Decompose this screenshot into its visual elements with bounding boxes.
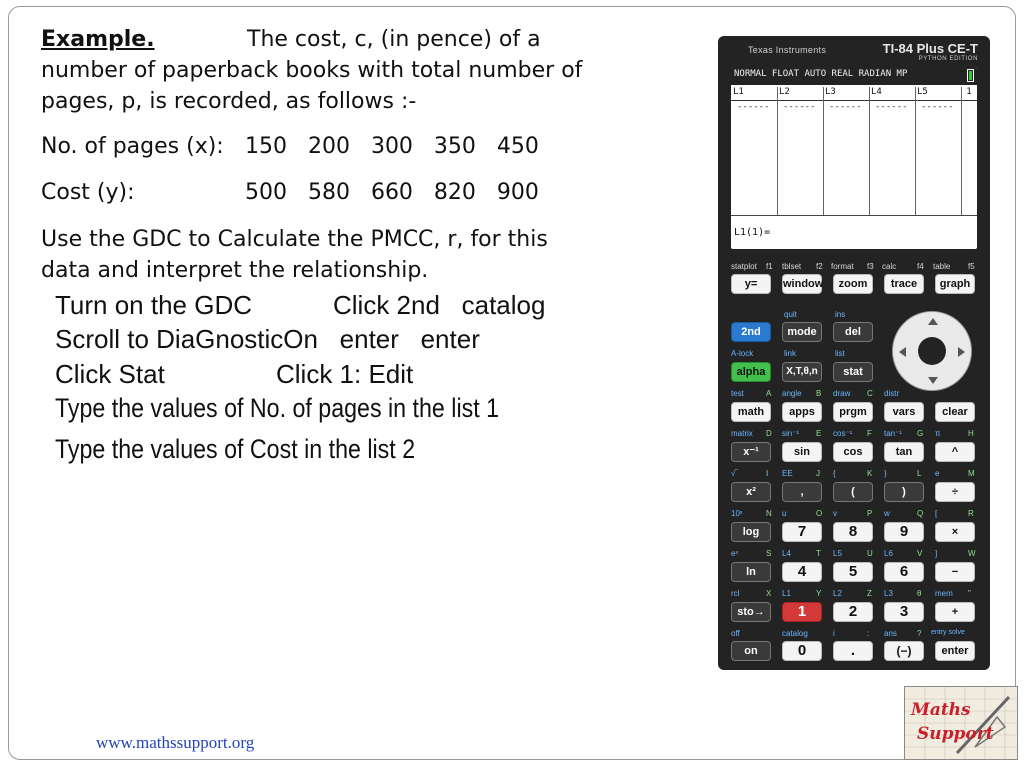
key-ln[interactable]: ln bbox=[731, 562, 771, 582]
label-arccos: cos⁻¹ bbox=[833, 429, 853, 438]
key-close-paren[interactable]: ) bbox=[884, 482, 924, 502]
label-quit: quit bbox=[784, 310, 797, 319]
label-link: link bbox=[784, 349, 797, 358]
key-trace[interactable]: trace bbox=[884, 274, 924, 294]
key-8[interactable]: 8 bbox=[833, 522, 873, 542]
calculator-edition: PYTHON EDITION bbox=[918, 56, 978, 62]
key-zoom[interactable]: zoom bbox=[833, 274, 873, 294]
key-xt-theta-n[interactable]: X,T,θ,n bbox=[782, 362, 822, 382]
column-divider bbox=[823, 87, 824, 215]
label-w: w bbox=[884, 509, 890, 518]
label-colon: : bbox=[867, 629, 870, 638]
column-number: 1 bbox=[961, 87, 977, 101]
label-f: F bbox=[867, 429, 872, 438]
label-l4: L4 bbox=[782, 549, 791, 558]
key-y-equals[interactable]: y= bbox=[731, 274, 771, 294]
label-u-upper: U bbox=[867, 549, 873, 558]
label-draw: draw bbox=[833, 389, 851, 398]
label-distr: distr bbox=[884, 389, 900, 398]
column-l2: L2 bbox=[777, 87, 823, 101]
status-text: NORMAL FLOAT AUTO REAL RADIAN MP bbox=[734, 69, 908, 79]
intro-line-3: pages, p, is recorded, as follows :- bbox=[41, 89, 417, 114]
battery-icon bbox=[967, 69, 974, 82]
label-ee: EE bbox=[782, 469, 793, 478]
logo-graphic bbox=[905, 687, 1017, 759]
label-open-brace: { bbox=[833, 469, 836, 478]
task-line-1: Use the GDC to Calculate the PMCC, r, for this bbox=[41, 227, 548, 252]
list-dash: ------ bbox=[829, 102, 862, 112]
label-angle: angle bbox=[782, 389, 802, 398]
label-rcl: rcl bbox=[731, 589, 740, 598]
label-e-const: e bbox=[935, 469, 940, 478]
key-log[interactable]: log bbox=[731, 522, 771, 542]
ti84-calculator bbox=[718, 36, 990, 670]
arrow-left-icon[interactable] bbox=[899, 347, 906, 357]
calculator-brand: Texas Instruments bbox=[748, 45, 827, 55]
calculator-screen bbox=[731, 67, 977, 249]
label-f2: f2 bbox=[816, 262, 823, 271]
label-f5: f5 bbox=[968, 262, 975, 271]
label-entry-solve: entry solve bbox=[931, 629, 965, 636]
key-negative[interactable]: (−) bbox=[884, 641, 924, 661]
key-9[interactable]: 9 bbox=[884, 522, 924, 542]
label-list: list bbox=[835, 349, 845, 358]
key-0[interactable]: 0 bbox=[782, 641, 822, 661]
label-t: T bbox=[816, 549, 821, 558]
x-values: 150 200 300 350 450 bbox=[245, 134, 539, 159]
label-s: S bbox=[766, 549, 772, 558]
step-1a: Turn on the GDC bbox=[55, 290, 253, 320]
arrow-pad-center bbox=[918, 337, 946, 365]
list-bottom-rule bbox=[731, 215, 977, 216]
arrow-down-icon[interactable] bbox=[928, 377, 938, 384]
label-open-bracket: [ bbox=[935, 509, 938, 518]
label-e: E bbox=[816, 429, 822, 438]
label-l5: L5 bbox=[833, 549, 842, 558]
label-l3: L3 bbox=[884, 589, 893, 598]
key-power[interactable]: ^ bbox=[935, 442, 975, 462]
key-multiply[interactable]: × bbox=[935, 522, 975, 542]
column-divider bbox=[915, 87, 916, 215]
key-window[interactable]: window bbox=[782, 274, 822, 294]
label-c: C bbox=[867, 389, 873, 398]
label-d: D bbox=[766, 429, 772, 438]
maths-support-logo bbox=[904, 686, 1018, 760]
key-apps[interactable]: apps bbox=[782, 402, 822, 422]
label-p: P bbox=[867, 509, 873, 518]
label-ten-power: 10ˣ bbox=[731, 509, 743, 518]
label-o: O bbox=[816, 509, 823, 518]
key-reciprocal[interactable]: x⁻¹ bbox=[731, 442, 771, 462]
key-vars[interactable]: vars bbox=[884, 402, 924, 422]
label-arctan: tan⁻¹ bbox=[884, 429, 903, 438]
y-label: Cost (y): bbox=[41, 180, 135, 205]
column-l1: L1 bbox=[731, 87, 777, 101]
label-b: B bbox=[816, 389, 822, 398]
key-clear[interactable]: clear bbox=[935, 402, 975, 422]
key-sin[interactable]: sin bbox=[782, 442, 822, 462]
label-l1: L1 bbox=[782, 589, 791, 598]
label-statplot: statplot bbox=[731, 262, 757, 271]
column-divider bbox=[869, 87, 870, 215]
label-ans: ans bbox=[884, 629, 897, 638]
label-a: A bbox=[766, 389, 772, 398]
key-tan[interactable]: tan bbox=[884, 442, 924, 462]
key-del[interactable]: del bbox=[833, 322, 873, 342]
label-l2: L2 bbox=[833, 589, 842, 598]
key-alpha[interactable]: alpha bbox=[731, 362, 771, 382]
step-2: Scroll to DiaGnosticOn enter enter bbox=[55, 324, 480, 354]
key-7[interactable]: 7 bbox=[782, 522, 822, 542]
label-i-imag: i bbox=[833, 629, 835, 638]
logo-text-support: Support bbox=[917, 724, 994, 744]
step-3b: Click 1: Edit bbox=[276, 359, 414, 389]
step-5: Type the values of Cost in the list 2 bbox=[55, 434, 416, 464]
label-question: ? bbox=[917, 629, 922, 638]
label-l6: L6 bbox=[884, 549, 893, 558]
label-f4: f4 bbox=[917, 262, 924, 271]
key-prgm[interactable]: prgm bbox=[833, 402, 873, 422]
label-quote: " bbox=[968, 589, 971, 598]
arrow-right-icon[interactable] bbox=[958, 347, 965, 357]
status-bar bbox=[731, 67, 977, 85]
label-sqrt: √‾ bbox=[731, 469, 739, 478]
key-divide[interactable]: ÷ bbox=[935, 482, 975, 502]
key-open-paren[interactable]: ( bbox=[833, 482, 873, 502]
key-store[interactable]: sto→ bbox=[731, 602, 771, 622]
label-v: v bbox=[833, 509, 837, 518]
key-mode[interactable]: mode bbox=[782, 322, 822, 342]
key-comma[interactable]: , bbox=[782, 482, 822, 502]
label-arcsin: sin⁻¹ bbox=[782, 429, 800, 438]
label-theta: θ bbox=[917, 589, 922, 598]
column-l4: L4 bbox=[869, 87, 915, 101]
label-h: H bbox=[968, 429, 974, 438]
key-2[interactable]: 2 bbox=[833, 602, 873, 622]
label-q: Q bbox=[917, 509, 924, 518]
intro-line-2: number of paperback books with total number of bbox=[41, 58, 583, 83]
y-values: 500 580 660 820 900 bbox=[245, 180, 539, 205]
key-6[interactable]: 6 bbox=[884, 562, 924, 582]
calculator-header bbox=[718, 36, 990, 66]
label-test: test bbox=[731, 389, 744, 398]
list-dash: ------ bbox=[783, 102, 816, 112]
label-u: u bbox=[782, 509, 787, 518]
column-l5: L5 bbox=[915, 87, 961, 101]
example-label: Example. bbox=[41, 27, 155, 52]
key-2nd[interactable]: 2nd bbox=[731, 322, 771, 342]
logo-text-maths: Maths bbox=[911, 700, 971, 720]
column-divider bbox=[961, 87, 962, 215]
key-enter[interactable]: enter bbox=[935, 641, 975, 661]
label-close-brace: } bbox=[884, 469, 887, 478]
label-off: off bbox=[731, 629, 740, 638]
label-v-upper: V bbox=[917, 549, 923, 558]
label-ins: ins bbox=[835, 310, 846, 319]
label-f1: f1 bbox=[766, 262, 773, 271]
label-mem: mem bbox=[935, 589, 953, 598]
arrow-pad[interactable] bbox=[892, 311, 972, 391]
key-square[interactable]: x² bbox=[731, 482, 771, 502]
label-f3: f3 bbox=[867, 262, 874, 271]
task-line-2: data and interpret the relationship. bbox=[41, 258, 429, 283]
key-cos[interactable]: cos bbox=[833, 442, 873, 462]
label-k: K bbox=[867, 469, 873, 478]
label-w-upper: W bbox=[968, 549, 976, 558]
label-l: L bbox=[917, 469, 922, 478]
list-dash: ------ bbox=[921, 102, 954, 112]
label-close-bracket: ] bbox=[935, 549, 938, 558]
label-z: Z bbox=[867, 589, 872, 598]
intro-line-1: The cost, c, (in pence) of a bbox=[247, 27, 541, 52]
list-dash: ------ bbox=[737, 102, 770, 112]
label-pi: π bbox=[935, 429, 941, 438]
label-calc: calc bbox=[882, 262, 897, 271]
label-matrix: matrix bbox=[731, 429, 753, 438]
label-j: J bbox=[816, 469, 820, 478]
key-subtract[interactable]: − bbox=[935, 562, 975, 582]
calculator-model: TI-84 Plus CE-T bbox=[882, 41, 978, 56]
label-a-lock: A-lock bbox=[731, 349, 754, 358]
key-decimal[interactable]: . bbox=[833, 641, 873, 661]
column-divider bbox=[777, 87, 778, 215]
key-math[interactable]: math bbox=[731, 402, 771, 422]
key-3[interactable]: 3 bbox=[884, 602, 924, 622]
key-4[interactable]: 4 bbox=[782, 562, 822, 582]
x-label: No. of pages (x): bbox=[41, 134, 224, 159]
key-graph[interactable]: graph bbox=[935, 274, 975, 294]
label-table: table bbox=[933, 262, 951, 271]
label-catalog: catalog bbox=[782, 629, 808, 638]
entry-line: L1(1)= bbox=[734, 227, 771, 238]
step-4: Type the values of No. of pages in the list 1 bbox=[55, 393, 500, 423]
label-e-power: eˣ bbox=[731, 549, 739, 558]
footer-url[interactable]: www.mathssupport.org bbox=[96, 733, 255, 752]
key-1[interactable]: 1 bbox=[782, 602, 822, 622]
key-on[interactable]: on bbox=[731, 641, 771, 661]
label-format: format bbox=[831, 262, 854, 271]
label-g: G bbox=[917, 429, 924, 438]
key-stat[interactable]: stat bbox=[833, 362, 873, 382]
step-3a: Click Stat bbox=[55, 359, 165, 389]
key-5[interactable]: 5 bbox=[833, 562, 873, 582]
label-r: R bbox=[968, 509, 974, 518]
label-n: N bbox=[766, 509, 772, 518]
label-m: M bbox=[968, 469, 975, 478]
list-dash: ------ bbox=[875, 102, 908, 112]
label-y: Y bbox=[816, 589, 822, 598]
label-x: X bbox=[766, 589, 772, 598]
arrow-up-icon[interactable] bbox=[928, 318, 938, 325]
column-l3: L3 bbox=[823, 87, 869, 101]
key-add[interactable]: + bbox=[935, 602, 975, 622]
label-i: I bbox=[766, 469, 769, 478]
step-1b: Click 2nd catalog bbox=[333, 290, 546, 320]
label-tblset: tblset bbox=[782, 262, 802, 271]
